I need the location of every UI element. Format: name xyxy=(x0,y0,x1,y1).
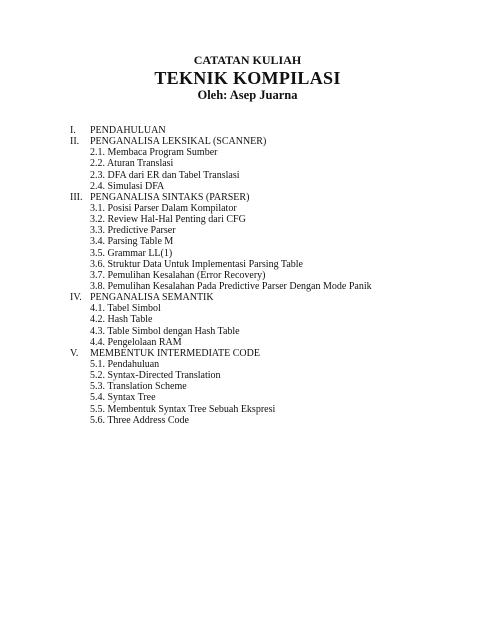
toc-subsection-title: 4.3. Table Simbol dengan Hash Table xyxy=(90,325,240,337)
toc-section-number: III. xyxy=(70,191,83,203)
toc-subsection-title: 2.2. Aturan Translasi xyxy=(90,158,174,170)
toc-subsection xyxy=(0,404,495,415)
toc-subsection-title: 3.8. Pemulihan Kesalahan Pada Predictive Parser Dengan Mode Panik xyxy=(90,280,372,292)
toc-subsection-title: 2.3. DFA dari ER dan Tabel Translasi xyxy=(90,169,240,181)
toc-section-title: PENGANALISA SINTAKS (PARSER) xyxy=(90,191,250,203)
toc-subsection xyxy=(0,181,495,192)
toc-section-number: I. xyxy=(70,125,76,136)
toc-section xyxy=(0,292,495,303)
toc-subsection xyxy=(0,203,495,214)
toc-subsection-title: 3.6. Struktur Data Untuk Implementasi Parsing Table xyxy=(90,258,303,270)
toc-subsection xyxy=(0,303,495,314)
toc-subsection-title: 5.3. Translation Scheme xyxy=(90,381,187,393)
toc-section-title: PENDAHULUAN xyxy=(90,125,166,136)
toc-subsection xyxy=(0,326,495,337)
toc-subsection xyxy=(0,270,495,281)
toc-subsection-title: 5.5. Membentuk Syntax Tree Sebuah Ekspresi xyxy=(90,403,276,415)
toc-subsection xyxy=(0,337,495,348)
toc-subsection xyxy=(0,214,495,225)
toc-subsection xyxy=(0,314,495,325)
toc-section-number: V. xyxy=(70,347,79,359)
toc-subsection-title: 5.4. Syntax Tree xyxy=(90,392,156,404)
toc-subsection-title: 3.4. Parsing Table M xyxy=(90,236,174,248)
toc-subsection xyxy=(0,392,495,403)
toc-subsection xyxy=(0,415,495,426)
course-notes-label: CATATAN KULIAH xyxy=(193,53,302,67)
toc-subsection-title: 5.6. Three Address Code xyxy=(90,414,189,426)
toc-subsection-title: 3.3. Predictive Parser xyxy=(90,225,176,237)
toc-section xyxy=(0,136,495,147)
document-title: TEKNIK KOMPILASI xyxy=(154,68,341,88)
toc-subsection xyxy=(0,236,495,247)
toc-section-number: IV. xyxy=(70,292,82,304)
toc-subsection-title: 2.4. Simulasi DFA xyxy=(90,180,165,192)
toc-subsection xyxy=(0,248,495,259)
toc-subsection-title: 3.2. Review Hal-Hal Penting dari CFG xyxy=(90,214,246,226)
toc-subsection-title: 4.4. Pengelolaan RAM xyxy=(90,336,182,348)
toc-section-title: MEMBENTUK INTERMEDIATE CODE xyxy=(90,347,260,359)
toc-subsection xyxy=(0,370,495,381)
toc-subsection xyxy=(0,259,495,270)
toc-section-number: II. xyxy=(70,136,80,148)
toc-section xyxy=(0,125,495,136)
toc-subsection-title: 5.2. Syntax-Directed Translation xyxy=(90,370,221,382)
toc-section xyxy=(0,192,495,203)
toc-subsection xyxy=(0,359,495,370)
toc-section-title: PENGANALISA SEMANTIK xyxy=(90,292,214,304)
document-header xyxy=(0,53,495,103)
table-of-contents xyxy=(0,125,495,426)
toc-subsection xyxy=(0,381,495,392)
toc-subsection-title: 3.5. Grammar LL(1) xyxy=(90,247,173,259)
toc-subsection-title: 4.2. Hash Table xyxy=(90,314,153,326)
toc-subsection-title: 2.1. Membaca Program Sumber xyxy=(90,147,218,159)
toc-subsection-title: 3.1. Posisi Parser Dalam Kompilator xyxy=(90,202,237,214)
toc-subsection xyxy=(0,147,495,158)
toc-section xyxy=(0,348,495,359)
toc-subsection xyxy=(0,170,495,181)
toc-subsection-title: 5.1. Pendahuluan xyxy=(90,358,160,370)
toc-section-title: PENGANALISA LEKSIKAL (SCANNER) xyxy=(90,136,267,148)
toc-subsection-title: 4.1. Tabel Simbol xyxy=(90,303,161,315)
toc-subsection xyxy=(0,225,495,236)
toc-subsection xyxy=(0,158,495,169)
toc-subsection xyxy=(0,281,495,292)
author-line: Oleh: Asep Juarna xyxy=(197,88,298,102)
toc-subsection-title: 3.7. Pemulihan Kesalahan (Error Recovery) xyxy=(90,269,266,281)
